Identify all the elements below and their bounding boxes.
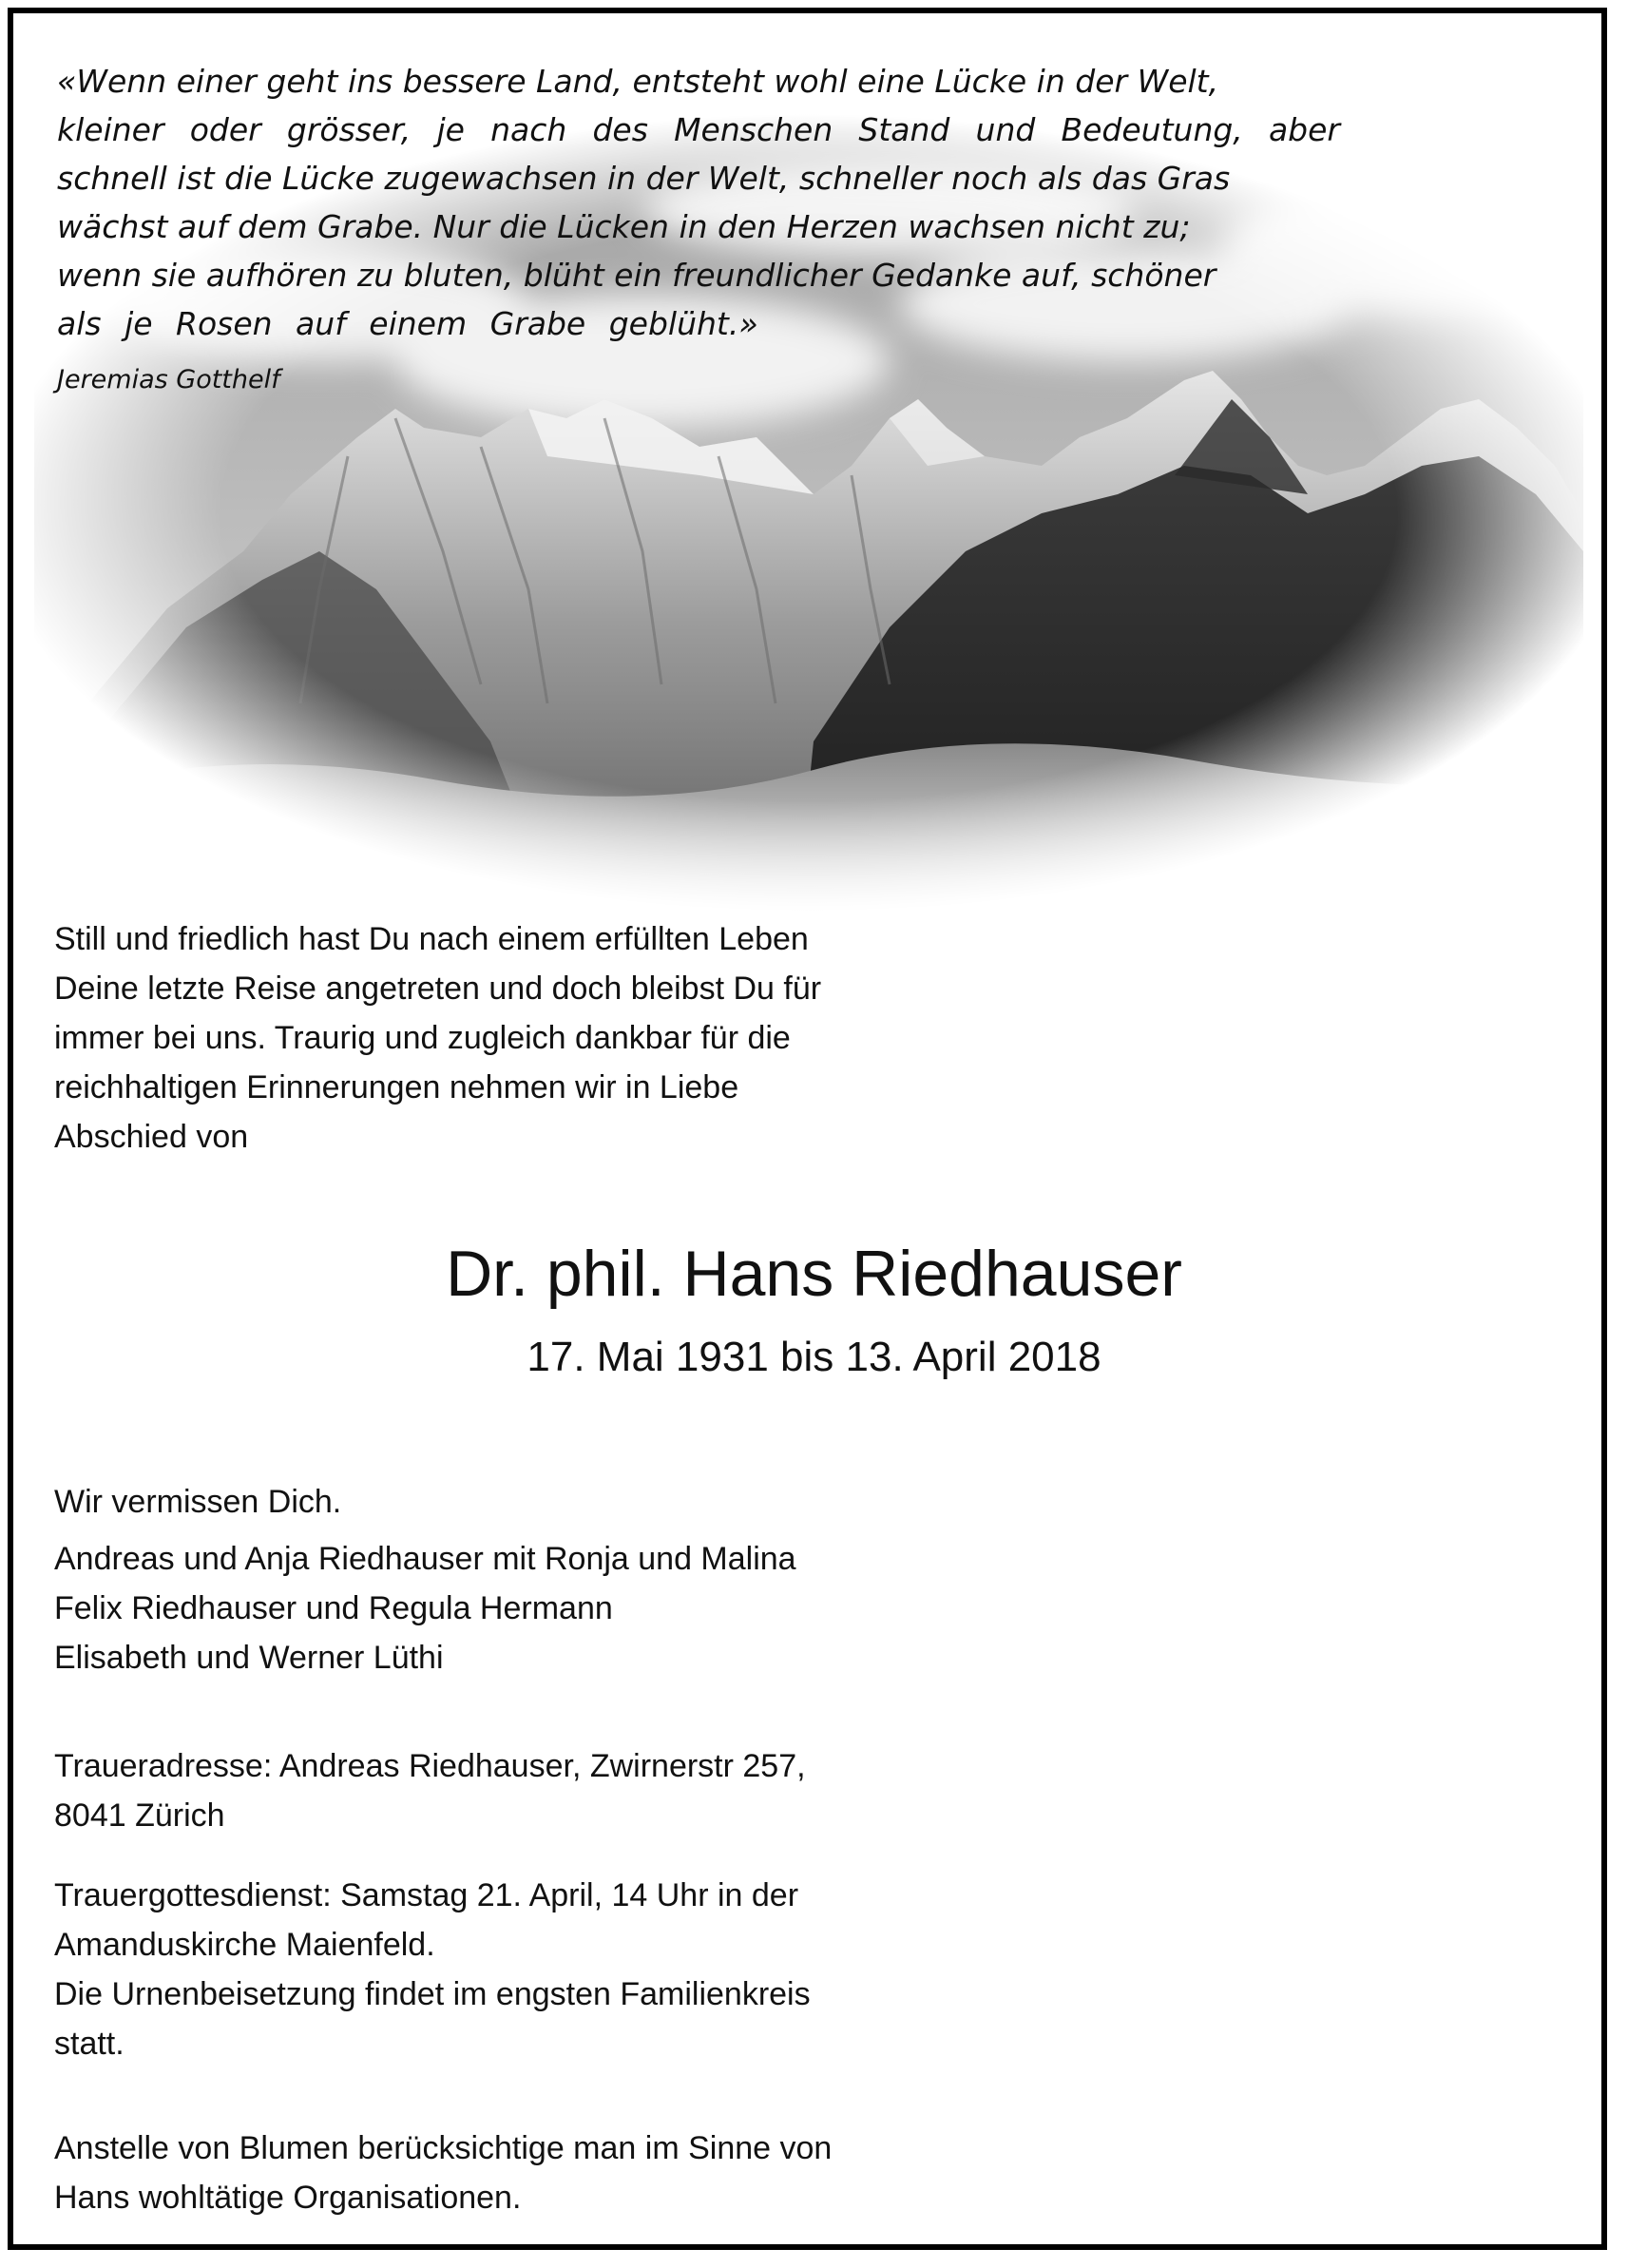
address-line: 8041 Zürich: [54, 1797, 225, 1834]
service-line: Amanduskirche Maienfeld.: [54, 1927, 435, 1963]
quote-line: als je Rosen auf einem Grabe geblüht.»: [57, 305, 758, 342]
mourners-heading-text: Wir vermissen Dich.: [54, 1484, 342, 1520]
flowers-line: Hans wohltätige Organisationen.: [54, 2180, 522, 2216]
flowers-note: [54, 2124, 832, 2222]
quote-line: wächst auf dem Grabe. Nur die Lücken in den Herzen wachsen nicht zu;: [57, 208, 1191, 245]
mourner-line: Andreas und Anja Riedhauser mit Ronja und Malina: [54, 1541, 796, 1577]
intro-line: Still und friedlich hast Du nach einem erfüllten Leben: [54, 921, 809, 957]
funeral-service-info: [54, 1871, 811, 2068]
intro-paragraph: [54, 914, 821, 1162]
mourners-heading: [54, 1477, 341, 1527]
quote-line: wenn sie aufhören zu bluten, blüht ein freundlicher Gedanke auf, schöner: [57, 257, 1216, 294]
mourning-address: [54, 1741, 806, 1840]
life-dates: 17. Mai 1931 bis 13. April 2018: [527, 1334, 1101, 1380]
mourner-line: Felix Riedhauser und Regula Hermann: [54, 1590, 613, 1626]
intro-line: immer bei uns. Traurig und zugleich dankbar für die: [54, 1020, 791, 1056]
intro-line: reichhaltigen Erinnerungen nehmen wir in Liebe: [54, 1069, 739, 1105]
quote-line: schnell ist die Lücke zugewachsen in der Welt, schneller noch als das Gras: [57, 160, 1231, 197]
mourner-line: Elisabeth und Werner Lüthi: [54, 1640, 444, 1676]
address-line: Traueradresse: Andreas Riedhauser, Zwirnerstr 257,: [54, 1748, 806, 1784]
intro-line: Abschied von: [54, 1119, 249, 1155]
mourners-list: [54, 1534, 796, 1682]
gotthelf-quote: [57, 57, 1340, 348]
quote-attribution: Jeremias Gotthelf: [57, 365, 280, 394]
service-line: Die Urnenbeisetzung findet im engsten Familienkreis: [54, 1976, 811, 2012]
flowers-line: Anstelle von Blumen berücksichtige man im Sinne von: [54, 2130, 833, 2166]
quote-line: kleiner oder grösser, je nach des Menschen Stand und Bedeutung, aber: [57, 111, 1340, 148]
service-line: statt.: [54, 2026, 124, 2062]
intro-line: Deine letzte Reise angetreten und doch bleibst Du für: [54, 971, 822, 1007]
quote-line: «Wenn einer geht ins bessere Land, entsteht wohl eine Lücke in der Welt,: [57, 63, 1219, 100]
service-line: Trauergottesdienst: Samstag 21. April, 14 Uhr in der: [54, 1877, 799, 1913]
deceased-name: Dr. phil. Hans Riedhauser: [446, 1238, 1182, 1310]
